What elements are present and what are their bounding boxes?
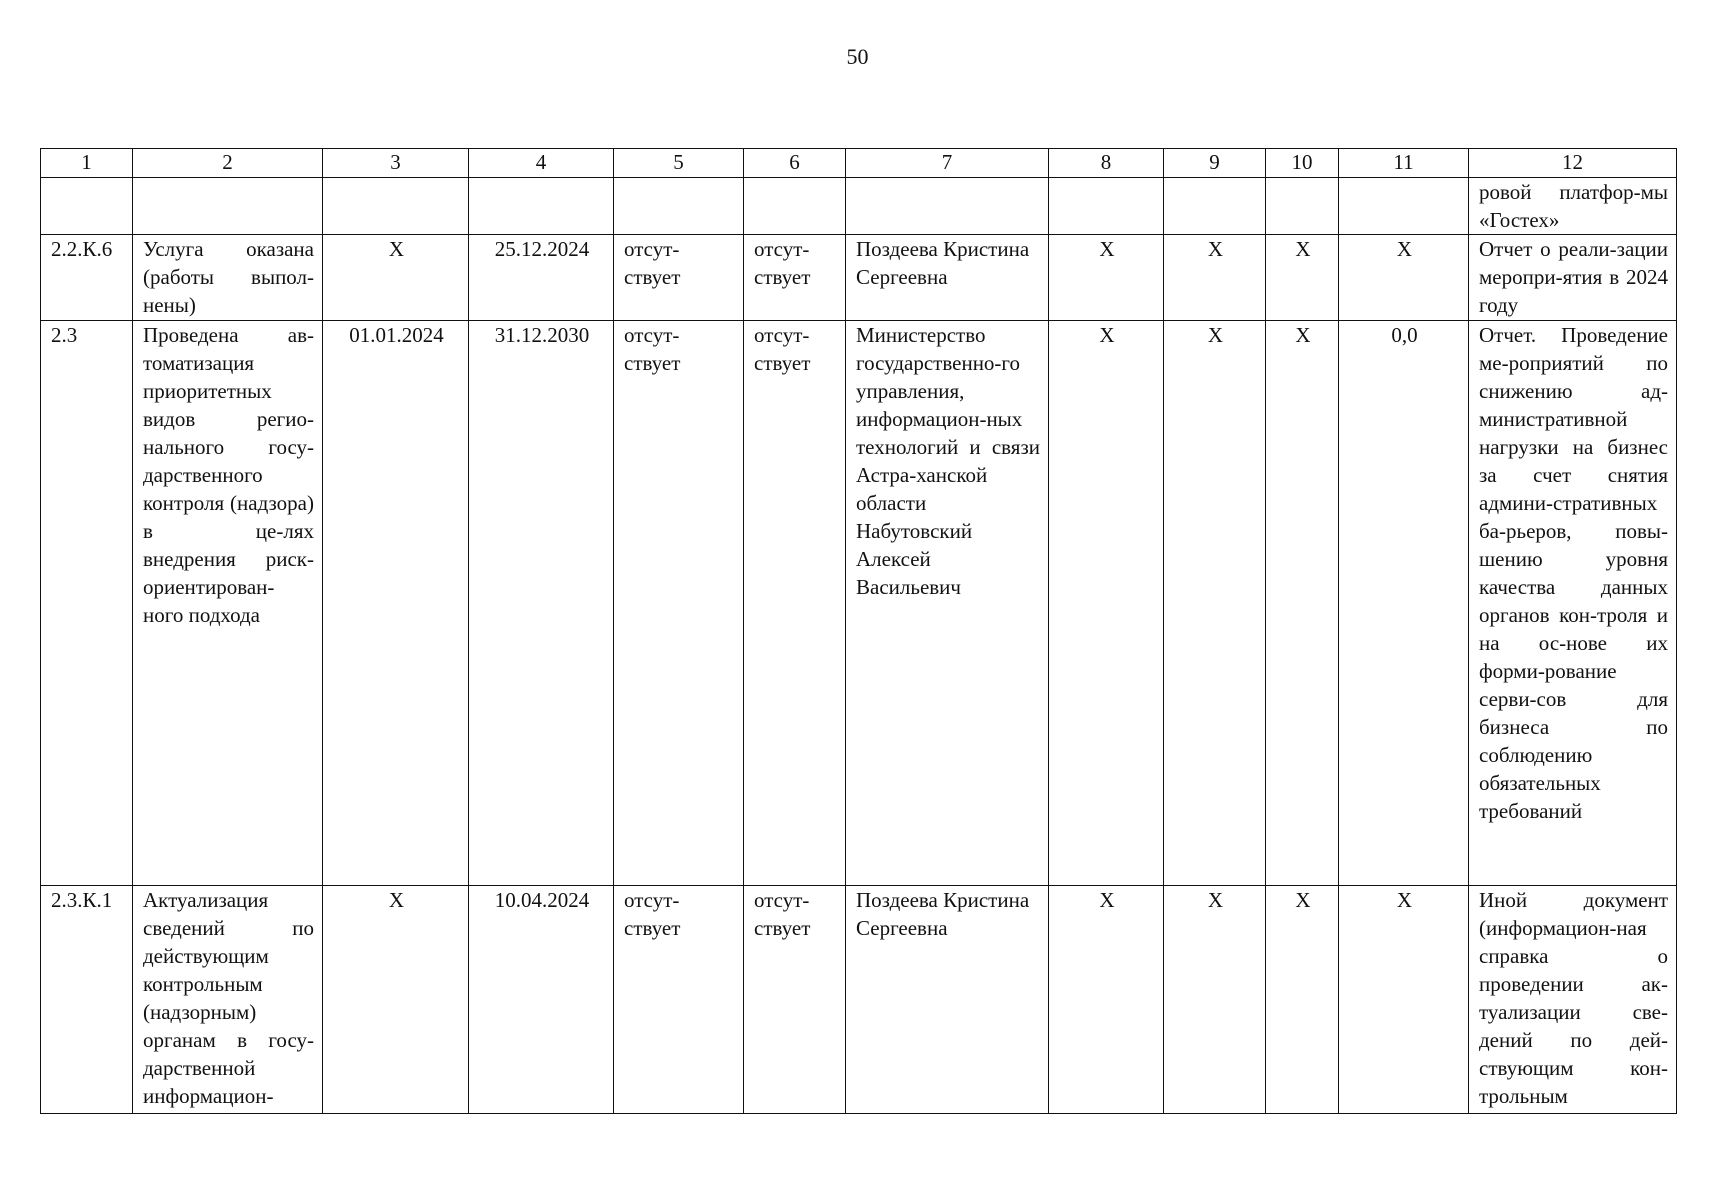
cell-col-10: Х (1266, 886, 1339, 1114)
table-row (41, 178, 1677, 235)
cell-responsible (846, 178, 1049, 235)
cell-successor: отсут-ствует (744, 886, 846, 1114)
column-number: 7 (846, 149, 1049, 178)
cell-col-9 (1164, 178, 1266, 235)
cell-end-date: 31.12.2030 (469, 321, 614, 886)
cell-col-11 (1339, 178, 1469, 235)
cell-name: Актуализация сведений по действующим контрольным (надзорным) органам в госу-дарственной информацион- (133, 886, 323, 1114)
column-number: 12 (1469, 149, 1677, 178)
cell-predecessor (614, 178, 744, 235)
cell-name: Проведена ав-томатизация приоритетных видов регио-нального госу-дарственного контроля (надзора) в це-лях внедрения риск-ориентирован-ного подхода (133, 321, 323, 886)
cell-result: Отчет о реали-зации меропри-ятия в 2024 году (1469, 235, 1677, 321)
cell-col-8 (1049, 178, 1164, 235)
column-number: 4 (469, 149, 614, 178)
cell-col-11: 0,0 (1339, 321, 1469, 886)
column-number: 2 (133, 149, 323, 178)
cell-predecessor: отсут-ствует (614, 321, 744, 886)
cell-end-date: 25.12.2024 (469, 235, 614, 321)
table-row (41, 235, 1677, 321)
cell-col-11: Х (1339, 886, 1469, 1114)
cell-col-10 (1266, 178, 1339, 235)
cell-col-10: Х (1266, 321, 1339, 886)
table-row (41, 886, 1677, 1114)
cell-id: 2.3 (41, 321, 133, 886)
cell-responsible: Поздеева Кристина Сергеевна (846, 235, 1049, 321)
table-row (41, 321, 1677, 886)
plan-table (40, 148, 1677, 1114)
cell-start-date (323, 178, 469, 235)
cell-result: Отчет. Проведение ме-роприятий по снижению ад-министративной нагрузки на бизнес за счет снятия админи-стративных ба-рьеров, повы-шению уровня качества данных органов кон-троля и на ос-нове их форми-рование серви-сов для бизнеса по соблюдению обязательных требований (1469, 321, 1677, 886)
cell-result: ровой платфор-мы «Гостех» (1469, 178, 1677, 235)
cell-col-11: Х (1339, 235, 1469, 321)
cell-name: Услуга оказана (работы выпол-нены) (133, 235, 323, 321)
cell-col-10: Х (1266, 235, 1339, 321)
cell-end-date (469, 178, 614, 235)
cell-predecessor: отсут-ствует (614, 886, 744, 1114)
cell-col-9: Х (1164, 321, 1266, 886)
cell-name (133, 178, 323, 235)
cell-id: 2.3.К.1 (41, 886, 133, 1114)
cell-start-date: Х (323, 235, 469, 321)
cell-col-9: Х (1164, 235, 1266, 321)
column-number: 5 (614, 149, 744, 178)
cell-start-date: Х (323, 886, 469, 1114)
page-number: 50 (846, 44, 869, 69)
cell-successor: отсут-ствует (744, 235, 846, 321)
cell-col-9: Х (1164, 886, 1266, 1114)
cell-id (41, 178, 133, 235)
column-number: 11 (1339, 149, 1469, 178)
cell-successor (744, 178, 846, 235)
cell-successor: отсут-ствует (744, 321, 846, 886)
column-number: 6 (744, 149, 846, 178)
column-number: 10 (1266, 149, 1339, 178)
cell-end-date: 10.04.2024 (469, 886, 614, 1114)
cell-col-8: Х (1049, 886, 1164, 1114)
column-number: 3 (323, 149, 469, 178)
cell-id: 2.2.К.6 (41, 235, 133, 321)
column-number: 8 (1049, 149, 1164, 178)
cell-responsible: Министерство государственно-го управления, информацион-ных технологий и связи Астра-ханской области Набутовский Алексей Васильевич (846, 321, 1049, 886)
cell-result: Иной документ (информацион-ная справка о проведении ак-туализации све-дений по дей-ствующим кон-трольным (1469, 886, 1677, 1114)
cell-responsible: Поздеева Кристина Сергеевна (846, 886, 1049, 1114)
cell-predecessor: отсут-ствует (614, 235, 744, 321)
column-number: 1 (41, 149, 133, 178)
cell-start-date: 01.01.2024 (323, 321, 469, 886)
column-number-row (41, 149, 1677, 178)
cell-col-8: Х (1049, 321, 1164, 886)
cell-col-8: Х (1049, 235, 1164, 321)
column-number: 9 (1164, 149, 1266, 178)
